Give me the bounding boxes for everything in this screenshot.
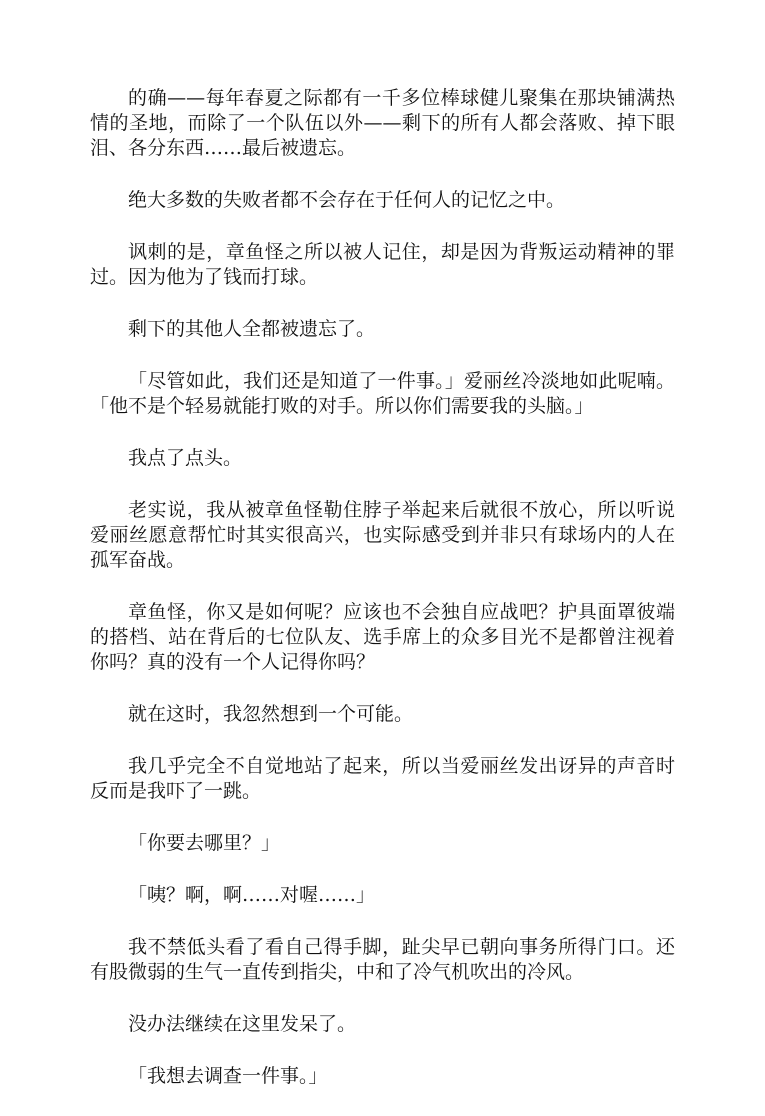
paragraph: 我点了点头。 — [128, 447, 243, 469]
paragraph: 章鱼怪，你又是如何呢？应该也不会独自应战吧？护具面罩彼端的搭档、站在背后的七位队友、选手席上的众多目光不是都曾注视着你吗？真的没有一个人记得你吗？ — [90, 601, 675, 673]
paragraph: 讽刺的是，章鱼怪之所以被人记住，却是因为背叛运动精神的罪过。因为他为了钱而打球。 — [90, 241, 675, 288]
dialogue-paragraph: 「咦？啊，啊……对喔……」 — [128, 884, 376, 906]
body-text — [90, 86, 675, 1116]
paragraph: 老实说，我从被章鱼怪勒住脖子举起来后就很不放心，所以听说爱丽丝愿意帮忙时其实很高兴，也实际感受到并非只有球场内的人在孤军奋战。 — [90, 499, 675, 571]
paragraph: 我几乎完全不自觉地站了起来，所以当爱丽丝发出讶异的声音时反而是我吓了一跳。 — [90, 755, 675, 802]
paragraph: 就在这时，我忽然想到一个可能。 — [128, 703, 414, 725]
dialogue-paragraph: 「你要去哪里？」 — [128, 832, 281, 854]
dialogue-paragraph: 「尽管如此，我们还是知道了一件事。」爱丽丝冷淡地如此呢喃。「他不是个轻易就能打败的对手。所以你们需要我的头脑。」 — [90, 370, 675, 417]
paragraph: 剩下的其他人全都被遗忘了。 — [128, 318, 376, 340]
dialogue-paragraph: 「我想去调查一件事。」 — [128, 1065, 328, 1087]
paragraph: 绝大多数的失败者都不会存在于任何人的记忆之中。 — [128, 189, 566, 211]
paragraph: 没办法继续在这里发呆了。 — [128, 1013, 357, 1035]
paragraph: 的确——每年春夏之际都有一千多位棒球健儿聚集在那块铺满热情的圣地，而除了一个队伍以外——剩下的所有人都会落败、掉下眼泪、各分东西……最后被遗忘。 — [90, 87, 675, 159]
paragraph: 我不禁低头看了看自己得手脚，趾尖早已朝向事务所得门口。还有股微弱的生气一直传到指尖，中和了冷气机吹出的冷风。 — [90, 936, 675, 983]
